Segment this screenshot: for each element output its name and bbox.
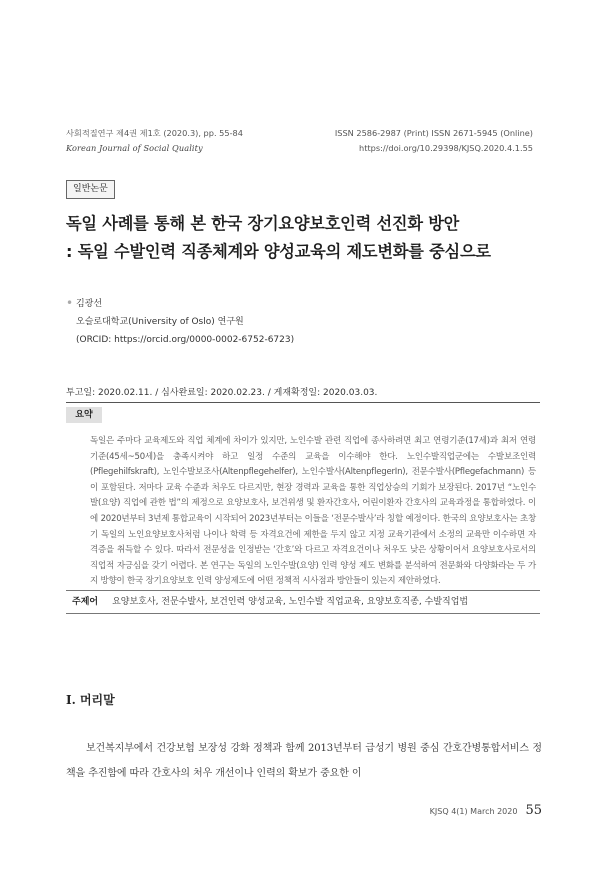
bullet-icon: • <box>66 296 74 310</box>
paper-title <box>66 210 546 266</box>
submission-dates: 투고일: 2020.02.11. / 심사완료일: 2020.02.23. / 게재확정일: 2020.03.03. <box>66 388 378 398</box>
title-line-1: 독일 사례를 통해 본 한국 장기요양보호인력 선진화 방안 <box>66 214 460 233</box>
section-heading: Ⅰ. 머리말 <box>66 693 115 707</box>
journal-name: Korean Journal of Social Quality <box>66 143 203 153</box>
issn-info: ISSN 2586-2987 (Print) ISSN 2671-5945 (Online) <box>334 128 533 138</box>
abstract-text: 독일은 주마다 교육제도와 직업 체계에 차이가 있지만, 노인수발 관련 직업에 종사하려면 최고 연령기준(17세)과 최저 연령기준(45세~50세)을 충족시켜야 하고 일정 수준의 교육을 이수해야 한다. 노인수발직업군에는 수발보조인력(Pflegehilfskraft), 노인수발보조사(Altenpflegehelfer), 노인수발사(AltenpflegerIn), 전문수발사(Pflegefachmann) 등이 포함된다. 저마다 교육 수준과 처우도 다르지만, 현장 경력과 교육을 통한 직업상승의 기회가 보장된다. 2017년 “노인수발(요양) 직업에 관한 법”의 제정으로 요양보호사, 보건위생 및 환자간호사, 어린이환자 간호사의 교육과정을 통합하였다. 이에 2020년부터 3년제 통합교육이 시작되어 2023년부터는 이들을 ‘전문수발사’라 칭할 예정이다. 한국의 요양보호사는 초창기 독일의 노인요양보호사처럼 나이나 학력 등 자격요건에 제한을 두지 않고 지정 교육기관에서 소정의 교육만 이수하면 자격증을 취득할 수 있다. 따라서 전문성을 인정받는 ‘간호’와 다르고 자격요건이나 처우도 낮은 상황이어서 요양보호사로서의 직업적 자긍심을 갖기 어렵다. 본 연구는 독일의 노인수발(요양) 인력 양성 제도 변화를 분석하여 전문화와 다양화라는 두 가지 방향이 한국 장기요양보호 인력 양성제도에 어떤 정책적 시사점과 방안들이 있는지 제안하였다. <box>90 436 536 587</box>
divider <box>66 402 540 403</box>
footer-citation: KJSQ 4(1) March 2020 <box>429 807 518 816</box>
author-orcid[interactable]: (ORCID: https://orcid.org/0000-0002-6752-6723) <box>76 335 295 345</box>
keywords-label: 주제어 <box>72 597 99 607</box>
series-info: 사회적질연구 제4권 제1호 (2020.3), pp. 55-84 <box>66 128 243 138</box>
abstract-label: 요약 <box>66 407 102 423</box>
author-name: 김광선 <box>76 299 103 309</box>
title-line-2: : 독일 수발인력 직종체계와 양성교육의 제도변화를 중심으로 <box>66 242 491 261</box>
body-paragraph: 보건복지부에서 건강보험 보장성 강화 정책과 함께 2013년부터 급성기 병원 중심 간호간병통합서비스 정책을 추진함에 따라 간호사의 처우 개선이나 인력의 확보가 중요한 이 <box>66 743 542 779</box>
keywords-list: 요양보호사, 전문수발사, 보건인력 양성교육, 노인수발 직업교육, 요양보호직종, 수발직업법 <box>112 597 469 607</box>
category-badge: 일반논문 <box>66 180 115 199</box>
author-affiliation: 오슬로대학교(University of Oslo) 연구원 <box>76 317 244 327</box>
doi-link[interactable]: https://doi.org/10.29398/KJSQ.2020.4.1.55 <box>359 143 533 153</box>
author-block <box>66 295 295 349</box>
keywords-rule-top <box>66 590 540 591</box>
running-header-left <box>66 126 243 156</box>
keywords-row <box>72 592 468 612</box>
page-footer <box>430 802 542 821</box>
keywords-rule-bottom <box>66 613 540 614</box>
running-header-right <box>335 126 533 156</box>
page-number: 55 <box>525 803 542 818</box>
